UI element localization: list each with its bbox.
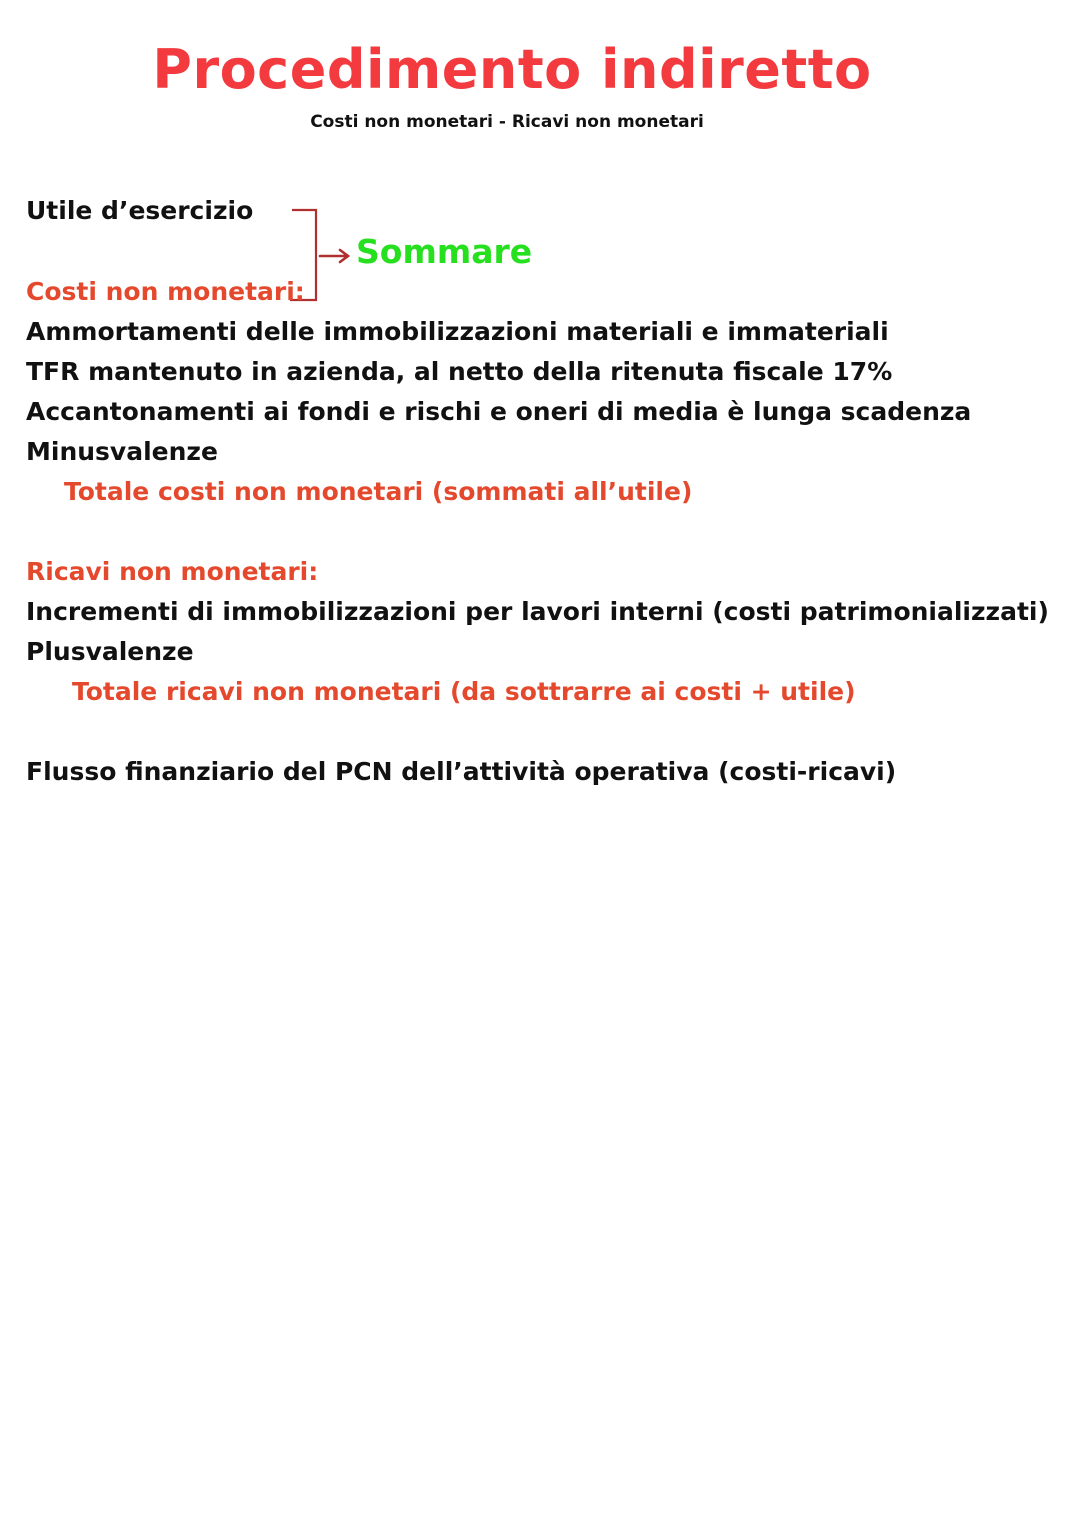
ricavi-item: Plusvalenze: [26, 637, 194, 666]
page-title: Procedimento indiretto: [152, 38, 872, 101]
sommare-annotation: Sommare: [356, 232, 533, 271]
utile-line: Utile d’esercizio: [26, 196, 254, 225]
costi-item: TFR mantenuto in azienda, al netto della ritenuta fiscale 17%: [26, 357, 893, 386]
page-subtitle: Costi non monetari - Ricavi non monetari: [310, 112, 704, 132]
ricavi-item: Incrementi di immobilizzazioni per lavori interni (costi patrimonializzati): [26, 597, 1049, 626]
ricavi-heading: Ricavi non monetari:: [26, 557, 319, 586]
costi-item: Minusvalenze: [26, 437, 218, 466]
arrow-icon: [320, 250, 348, 262]
flusso-line: Flusso finanziario del PCN dell’attività operativa (costi-ricavi): [26, 757, 897, 786]
costi-heading: Costi non monetari:: [26, 277, 305, 306]
costi-item: Accantonamenti ai fondi e rischi e oneri di media è lunga scadenza: [26, 397, 972, 426]
costi-item: Ammortamenti delle immobilizzazioni materiali e immateriali: [26, 317, 889, 346]
ricavi-total: Totale ricavi non monetari (da sottrarre ai costi + utile): [72, 677, 856, 706]
costi-total: Totale costi non monetari (sommati all’utile): [64, 477, 693, 506]
